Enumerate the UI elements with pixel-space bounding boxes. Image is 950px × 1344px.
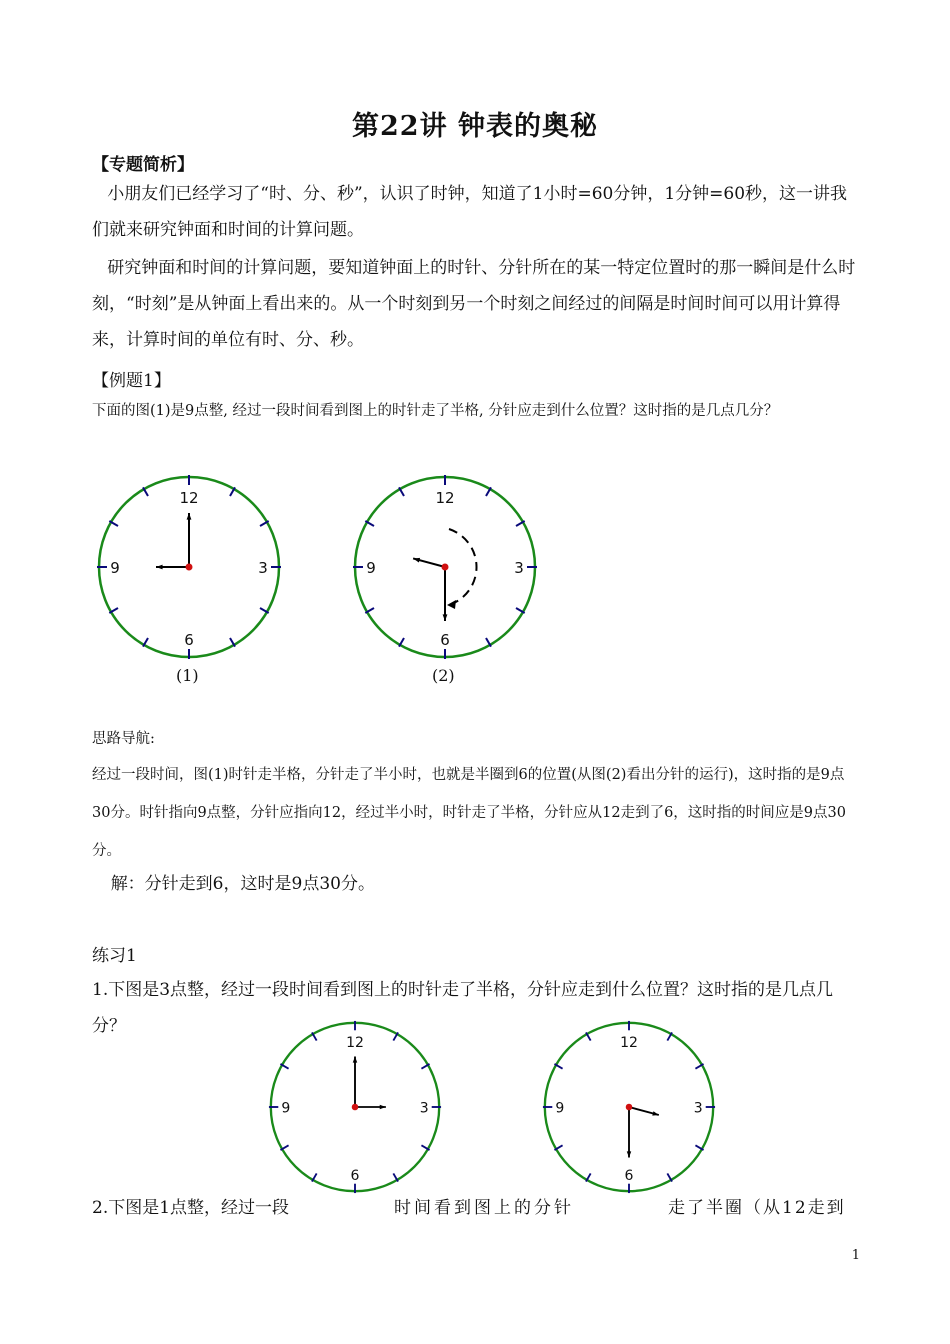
- clock-center-dot: [352, 1104, 359, 1111]
- minute-hand-arrow: [353, 1056, 357, 1062]
- figure-caption-1: (1): [176, 666, 199, 685]
- figure-caption-2: (2): [432, 666, 455, 685]
- practice-question-2-part-3: 走了半圈（从12走到: [668, 1198, 846, 1218]
- clock-practice-1: [268, 1020, 442, 1194]
- practice-question-2-part-2: 时间看到图上的分针: [394, 1198, 574, 1218]
- clock-center-dot: [442, 564, 449, 571]
- clock-number: 6: [350, 1167, 360, 1184]
- clock-number: 3: [514, 559, 524, 577]
- example-heading: 【例题1】: [92, 371, 171, 391]
- clock-number: 3: [258, 559, 268, 577]
- clock-number: 3: [693, 1100, 703, 1117]
- minute-hand-arrow: [187, 513, 192, 520]
- intro-paragraph-1: 小朋友们已经学习了“时、分、秒”，认识了时钟，知道了1小时=60分钟，1分钟=60秒，这一讲我们就来研究钟面和时间的计算问题。: [92, 184, 848, 240]
- clock-number: 9: [555, 1100, 565, 1117]
- clock-number: 3: [419, 1100, 429, 1117]
- hint-label: 思路导航:: [92, 731, 155, 747]
- clock-center-dot: [186, 564, 193, 571]
- section-heading: 【专题简析】: [92, 155, 194, 175]
- practice-heading: 练习1: [92, 946, 137, 966]
- practice-question-2-part-1: 2.下图是1点整，经过一段: [92, 1198, 290, 1218]
- clock-number: 6: [184, 631, 194, 649]
- clock-center-dot: [626, 1104, 633, 1111]
- clock-number: 12: [435, 489, 455, 507]
- hour-hand-arrow: [413, 558, 420, 563]
- page-number: 1: [851, 1248, 860, 1263]
- example-answer: 解：分针走到6，这时是9点30分。: [110, 874, 375, 894]
- clock-number: 12: [346, 1035, 364, 1052]
- minute-path-arc: [449, 529, 477, 605]
- clock-figure-2: [352, 474, 538, 660]
- clock-figure-1: [96, 474, 282, 660]
- minute-hand-arrow: [443, 614, 448, 621]
- clock-number: 12: [179, 489, 199, 507]
- practice-question-1: 1.下图是3点整，经过一段时间看到图上的时针走了半格，分针应走到什么位置？这时指的是几点几分？: [92, 980, 834, 1036]
- clock-number: 9: [281, 1100, 291, 1117]
- clock-number: 9: [110, 559, 120, 577]
- clock-practice-2: [542, 1020, 716, 1194]
- page-title: 第22讲 钟表的奥秘: [352, 111, 598, 142]
- intro-paragraph-2: 研究钟面和时间的计算问题，要知道钟面上的时针、分针所在的某一特定位置时的那一瞬间是什么时刻，“时刻”是从钟面上看出来的。从一个时刻到另一个时刻之间经过的间隔是时间时间可以用计算得来，计算时间的单位有时、分、秒。: [92, 258, 856, 350]
- example-question: 下面的图(1)是9点整, 经过一段时间看到图上的时针走了半格, 分针应走到什么位置？这时指的是几点几分？: [92, 403, 779, 419]
- hour-hand-arrow: [156, 565, 163, 570]
- clock-number: 6: [624, 1167, 634, 1184]
- hour-hand-arrow: [380, 1105, 386, 1109]
- hour-hand-arrow: [652, 1111, 659, 1115]
- clock-number: 12: [620, 1035, 638, 1052]
- minute-path-arrow: [447, 600, 456, 609]
- clock-number: 6: [440, 631, 450, 649]
- hint-text: 经过一段时间，图(1)时针走半格，分针走了半小时，也就是半圈到6的位置(从图(2)看出分针的运行)，这时指的是9点30分。时针指向9点整，分针应指向12，经过半小时，时针走了半格，分针应从12走到了6，这时指的时间应是9点30分。: [92, 767, 846, 859]
- minute-hand-arrow: [627, 1151, 631, 1157]
- clock-number: 9: [366, 559, 376, 577]
